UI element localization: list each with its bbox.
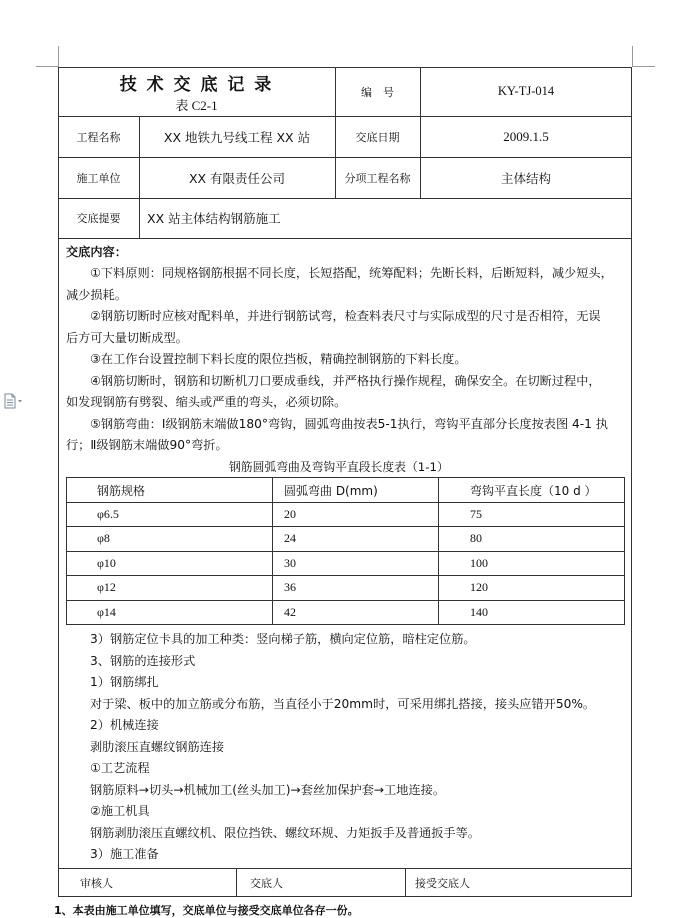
- table-row-divider: [66, 526, 625, 527]
- construction-unit-label: 施工单位: [76, 171, 121, 185]
- paragraph-4-line-2: 如发现钢筋有劈裂、缩头或严重的弯头，必须切除。: [66, 395, 347, 409]
- content-line: 钢筋剥肋滚压直螺纹机、限位挡铁、螺纹环规、力矩扳手及普通扳手等。: [90, 826, 480, 840]
- col-divider: [405, 868, 406, 897]
- col-divider: [236, 868, 237, 897]
- content-line: 3、钢筋的连接形式: [90, 654, 196, 668]
- table-caption: 钢筋圆弧弯曲及弯钩平直段长度表（1-1）: [229, 460, 449, 474]
- crop-mark-top-right: [632, 46, 655, 67]
- form-number: 表 C2-1: [175, 97, 218, 113]
- row-divider: [58, 868, 632, 869]
- paragraph-3: ③在工作台设置控制下料长度的限位挡板，精确控制钢筋的下料长度。: [90, 352, 467, 366]
- table-header: 弯钩平直长度（10 d ）: [470, 484, 597, 498]
- table-row-divider: [66, 600, 625, 601]
- content-line: ②施工机具: [90, 804, 150, 818]
- row-divider: [58, 238, 632, 239]
- paragraph-1-line-1: ①下料原则：同规格钢筋根据不同长度，长短搭配，统筹配料；先断长料，后断短料，减少短头，: [90, 266, 613, 280]
- content-heading: 交底内容：: [66, 245, 127, 259]
- content-line: 2）机械连接: [90, 718, 159, 732]
- content-line: ①工艺流程: [90, 761, 150, 775]
- paragraph-5-line-1: ⑤钢筋弯曲：Ⅰ级钢筋末端做180°弯钩，圆弧弯曲按表5-1执行，弯钩平直部分长度按表图 4-1 执: [90, 417, 608, 431]
- content-line: 剥肋滚压直螺纹钢筋连接: [90, 740, 225, 754]
- number-label: 编 号: [361, 85, 394, 99]
- paragraph-1-line-2: 减少损耗。: [66, 288, 127, 302]
- table-cell: φ14: [97, 605, 116, 619]
- table-cell: φ10: [97, 556, 116, 570]
- reviewer-label: 审核人: [80, 876, 113, 890]
- table-cell: φ8: [97, 531, 110, 545]
- footnote: 1、本表由施工单位填写，交底单位与接受交底单位各存一份。: [54, 904, 359, 917]
- content-line: 对于梁、板中的加立筋或分布筋，当直径小于20mm时，可采用绑扎搭接，接头应错开50%。: [90, 697, 596, 711]
- table-header: 圆弧弯曲 D(mm): [284, 484, 378, 498]
- table-cell: 100: [470, 556, 488, 570]
- subproject-label: 分项工程名称: [344, 171, 411, 185]
- table-cell: 75: [470, 507, 482, 521]
- table-cell: φ12: [97, 580, 116, 594]
- table-cell: 24: [284, 531, 296, 545]
- table-row-divider: [66, 502, 625, 503]
- project-name-value: XX 地铁九号线工程 XX 站: [163, 129, 311, 145]
- table-cell: 30: [284, 556, 296, 570]
- content-line: 3）施工准备: [90, 847, 159, 861]
- table-cell: 120: [470, 580, 488, 594]
- disclosure-date-label: 交底日期: [355, 130, 400, 144]
- table-header: 钢筋规格: [97, 484, 146, 498]
- summary-value: XX 站主体结构钢筋施工: [147, 211, 281, 226]
- discloser-label: 交底人: [250, 876, 283, 890]
- number-value: KY-TJ-014: [497, 84, 555, 98]
- table-row-divider: [66, 575, 625, 576]
- table-cell: 20: [284, 507, 296, 521]
- paragraph-2-line-1: ②钢筋切断时应核对配料单，并进行钢筋试弯，检查料表尺寸与实际成型的尺寸是否相符，无误: [90, 309, 601, 323]
- paragraph-2-line-2: 后方可大量切断成型。: [66, 331, 188, 345]
- paragraph-4-line-1: ④钢筋切断时，钢筋和切断机刀口要成垂线，并严格执行操作规程，确保安全。在切断过程中，: [90, 374, 601, 388]
- content-line: 钢筋原料→切头→机械加工(丝头加工)→套丝加保护套→工地连接。: [90, 783, 446, 797]
- crop-mark-top-left: [36, 46, 59, 67]
- table-cell: 140: [470, 605, 488, 619]
- disclosure-date-value: 2009.1.5: [503, 128, 549, 144]
- receiver-label: 接受交底人: [415, 876, 470, 890]
- paragraph-5-line-2: 行；Ⅱ级钢筋末端做90°弯折。: [66, 438, 228, 452]
- subproject-value: 主体结构: [500, 170, 551, 186]
- table-cell: 80: [470, 531, 482, 545]
- table-cell: φ6.5: [97, 507, 119, 521]
- table-cell: 36: [284, 580, 296, 594]
- document-icon[interactable]: [4, 393, 16, 407]
- content-line: 1）钢筋绑扎: [90, 675, 159, 689]
- table-row-divider: [66, 551, 625, 552]
- form-title: 技 术 交 底 记 录: [119, 74, 274, 95]
- summary-label: 交底提要: [76, 212, 121, 225]
- project-name-label: 工程名称: [76, 130, 121, 144]
- table-cell: 42: [284, 605, 296, 619]
- content-line: 3）钢筋定位卡具的加工种类：竖向梯子筋，横向定位筋，暗柱定位筋。: [90, 632, 476, 646]
- construction-unit-value: XX 有限责任公司: [188, 170, 286, 186]
